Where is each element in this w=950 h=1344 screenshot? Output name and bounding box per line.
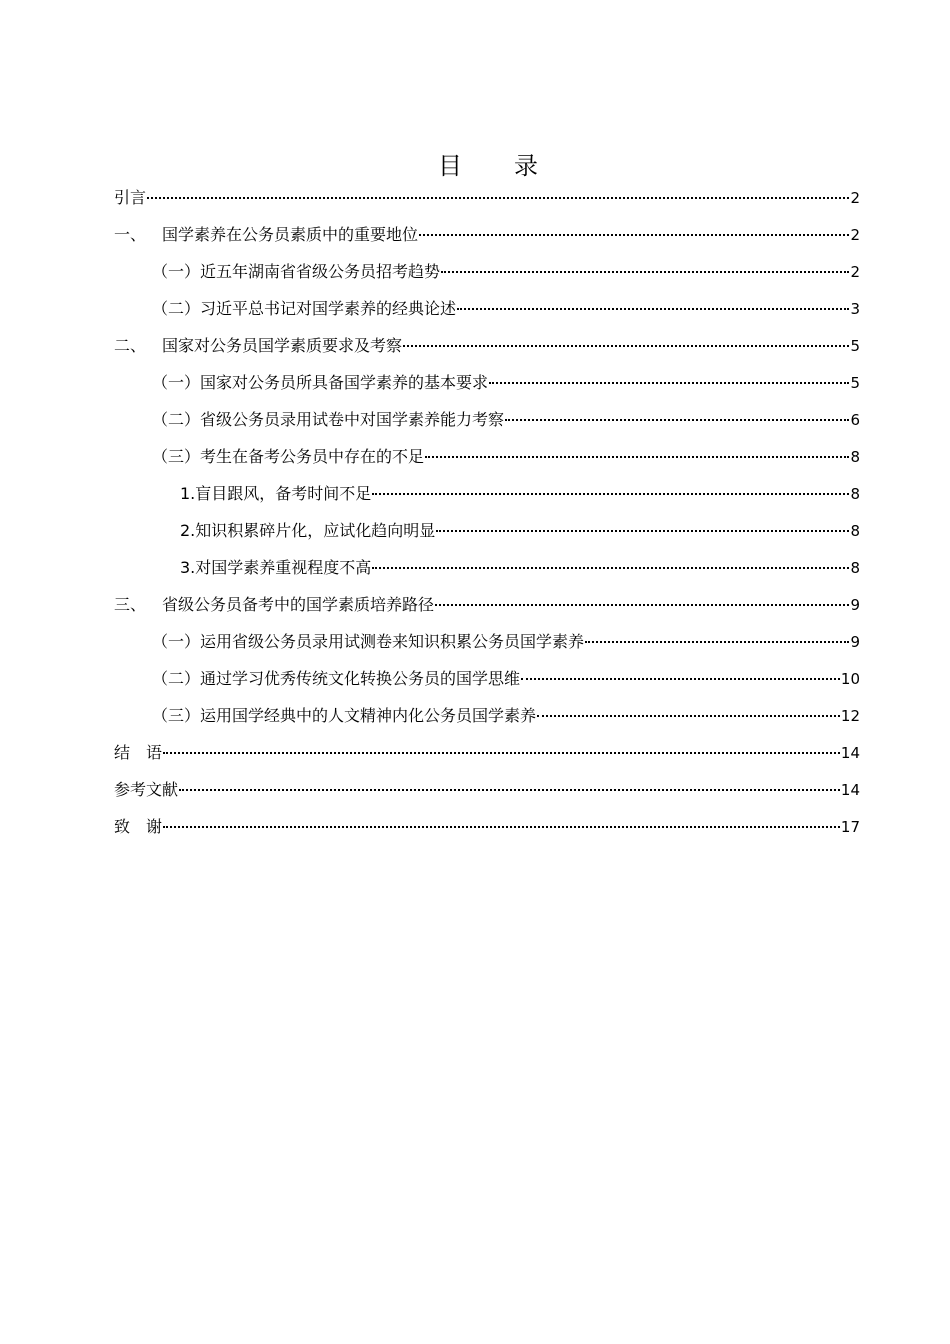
toc-entry-page: 3 — [850, 300, 860, 318]
toc-title-char: 录 — [514, 152, 538, 180]
toc-entry-page: 10 — [840, 670, 860, 688]
dot-leader — [147, 197, 849, 199]
dot-leader — [457, 308, 849, 310]
toc-entry-text: 国家对公务员国学素质要求及考察 — [162, 336, 403, 355]
toc-entry[interactable] — [114, 776, 860, 813]
toc-entry-text: 参考文献 — [114, 780, 179, 799]
toc-entry[interactable] — [114, 332, 860, 369]
toc-entry-text: 致 谢 — [114, 817, 163, 836]
toc-entry-text: 近五年湖南省省级公务员招考趋势 — [200, 262, 441, 281]
toc-entry[interactable] — [114, 702, 860, 739]
toc-entry[interactable] — [114, 258, 860, 295]
toc-entry-page: 6 — [850, 411, 860, 429]
toc-title-char: 目 — [438, 152, 462, 180]
toc-entry-number: 3. — [180, 558, 196, 577]
table-of-contents — [114, 184, 860, 850]
toc-entry[interactable] — [114, 813, 860, 850]
dot-leader — [403, 345, 849, 347]
dot-leader — [425, 456, 849, 458]
toc-entry-text: 习近平总书记对国学素养的经典论述 — [200, 299, 457, 318]
toc-entry-page: 5 — [850, 337, 860, 355]
toc-entry-text: 引言 — [114, 188, 147, 207]
toc-entry[interactable] — [114, 628, 860, 665]
toc-entry[interactable] — [114, 369, 860, 406]
toc-entry-text: 国家对公务员所具备国学素养的基本要求 — [200, 373, 489, 392]
dot-leader — [435, 604, 849, 606]
toc-entry[interactable] — [114, 480, 860, 517]
dot-leader — [441, 271, 849, 273]
dot-leader — [505, 419, 849, 421]
toc-entry[interactable] — [114, 591, 860, 628]
toc-entry-text: 运用省级公务员录用试测卷来知识积累公务员国学素养 — [200, 632, 585, 651]
toc-entry-text: 对国学素养重视程度不高 — [195, 558, 372, 577]
toc-entry-number: 二、 — [114, 336, 147, 355]
toc-entry-page: 14 — [840, 744, 860, 762]
toc-entry-page: 9 — [850, 633, 860, 651]
toc-entry-number: （二） — [152, 669, 201, 688]
toc-entry-number: 2. — [180, 521, 196, 540]
toc-entry-number: （一） — [152, 632, 201, 651]
toc-entry-page: 14 — [840, 781, 860, 799]
toc-entry-page: 9 — [850, 596, 860, 614]
toc-entry[interactable] — [114, 221, 860, 258]
toc-entry-number: 三、 — [114, 595, 147, 614]
toc-entry-text: 考生在备考公务员中存在的不足 — [200, 447, 425, 466]
dot-leader — [489, 382, 849, 384]
toc-entry[interactable] — [114, 295, 860, 332]
toc-entry[interactable] — [114, 443, 860, 480]
toc-entry[interactable] — [114, 184, 860, 221]
dot-leader — [521, 678, 840, 680]
toc-entry[interactable] — [114, 517, 860, 554]
dot-leader — [372, 493, 849, 495]
toc-entry-page: 2 — [850, 263, 860, 281]
toc-entry-text: 省级公务员备考中的国学素质培养路径 — [162, 595, 435, 614]
toc-entry-page: 17 — [840, 818, 860, 836]
toc-entry-text: 省级公务员录用试卷中对国学素养能力考察 — [200, 410, 505, 429]
toc-entry-text: 国学素养在公务员素质中的重要地位 — [162, 225, 419, 244]
toc-entry-number: （一） — [152, 262, 201, 281]
toc-entry-number: （二） — [152, 299, 201, 318]
dot-leader — [537, 715, 840, 717]
dot-leader — [163, 752, 840, 754]
dot-leader — [163, 826, 840, 828]
dot-leader — [419, 234, 849, 236]
toc-entry-page: 2 — [850, 189, 860, 207]
toc-entry-number: （一） — [152, 373, 201, 392]
toc-entry-page: 8 — [850, 522, 860, 540]
dot-leader — [436, 530, 849, 532]
toc-entry[interactable] — [114, 739, 860, 776]
toc-entry-text: 结 语 — [114, 743, 163, 762]
toc-entry-page: 8 — [850, 448, 860, 466]
toc-title — [0, 146, 950, 181]
toc-entry-page: 8 — [850, 485, 860, 503]
toc-entry-text: 通过学习优秀传统文化转换公务员的国学思维 — [200, 669, 521, 688]
toc-entry-page: 12 — [840, 707, 860, 725]
toc-entry[interactable] — [114, 406, 860, 443]
toc-entry-number: （二） — [152, 410, 201, 429]
dot-leader — [585, 641, 849, 643]
dot-leader — [372, 567, 849, 569]
toc-entry-text: 知识积累碎片化，应试化趋向明显 — [195, 521, 436, 540]
toc-entry[interactable] — [114, 665, 860, 702]
toc-entry-number: （三） — [152, 706, 201, 725]
toc-entry-text: 盲目跟风，备考时间不足 — [195, 484, 372, 503]
toc-entry[interactable] — [114, 554, 860, 591]
toc-entry-page: 5 — [850, 374, 860, 392]
toc-entry-number: （三） — [152, 447, 201, 466]
dot-leader — [179, 789, 840, 791]
toc-entry-page: 2 — [850, 226, 860, 244]
toc-entry-page: 8 — [850, 559, 860, 577]
toc-entry-number: 1. — [180, 484, 196, 503]
toc-entry-number: 一、 — [114, 225, 147, 244]
toc-entry-text: 运用国学经典中的人文精神内化公务员国学素养 — [200, 706, 537, 725]
